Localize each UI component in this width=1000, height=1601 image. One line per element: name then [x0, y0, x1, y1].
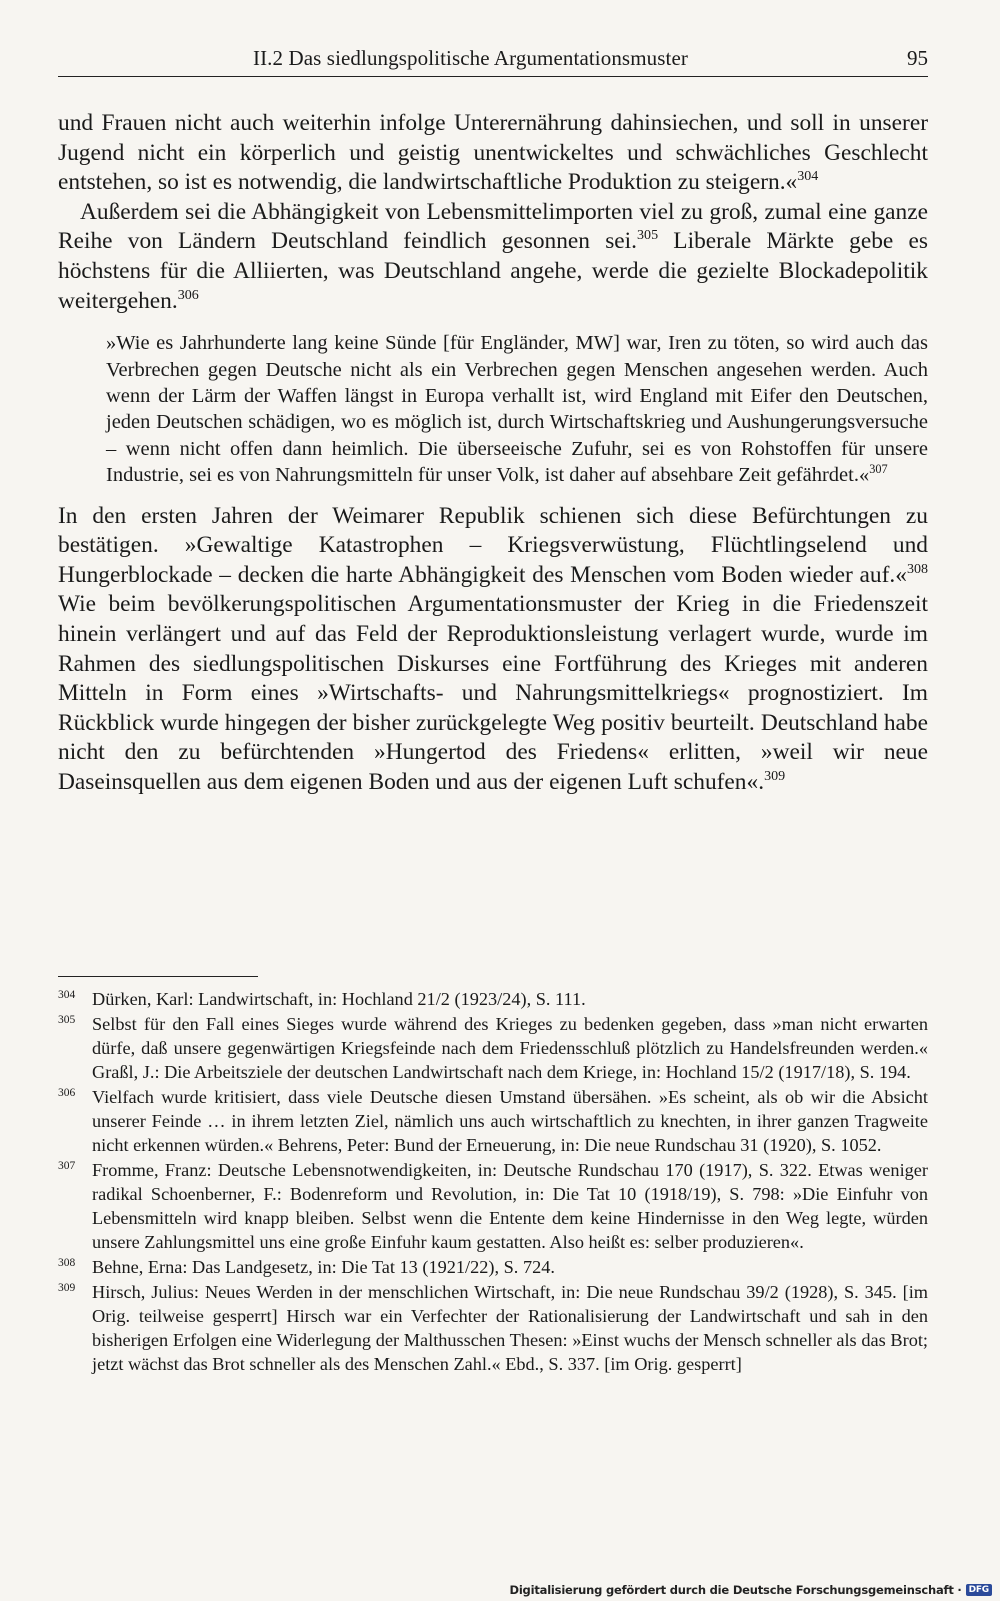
paragraph-1 [58, 109, 928, 198]
paragraph-3-text-b: Wie beim bevölkerungspolitischen Argumentationsmuster der Krieg in die Friedenszeit hinein verlängert und auf das Feld der Reproduktionsleistung verlagert wurde, wurde im Rahmen des siedlungspolitischen Diskurses eine Fortführung des Krieges mit anderen Mitteln in Form eines »Wirtschafts- und Nahrungsmittelkriegs« prognostiziert. Im Rückblick wurde hingegen der bisher zurückgelegte Weg positiv beurteilt. Deutschland habe nicht den zu befürchtenden »Hungertod des Friedens« erlitten, »weil wir neue Daseinsquellen aus dem eigenen Boden und aus der eigenen Luft schufen«. [58, 591, 928, 795]
footnotes [58, 987, 928, 1377]
footnote-number: 304 [58, 989, 76, 1001]
footnote-number: 306 [58, 1087, 76, 1099]
running-title: II.2 Das siedlungspolitische Argumentationsmuster [253, 46, 688, 70]
paragraph-2 [58, 198, 928, 316]
paragraph-3 [58, 502, 928, 798]
paragraph-2-text-a: Außerdem sei die Abhängigkeit von Lebensmittelimporten viel zu groß, zumal eine ganze Reihe von Ländern Deutschland feindlich gesonnen sei. [58, 198, 928, 255]
footnote-number: 307 [58, 1160, 76, 1172]
footnote-text: Selbst für den Fall eines Sieges wurde während des Krieges zu bedenken gegeben, dass »man nicht erwarten dürfe, daß unsere gegenwärtigen Kriegsfeinde nach dem Friedensschluß plötzlich zu Handelsfreunden werden.« Graßl, J.: Die Arbeitsziele der deutschen Landwirtschaft nach dem Kriege, in: Hochland 15/2 (1917/18), S. 194. [92, 1014, 928, 1082]
footnote-ref-309[interactable]: 309 [764, 768, 786, 785]
footnote-ref-304[interactable]: 304 [797, 168, 819, 185]
running-header [58, 46, 928, 77]
footnote-number: 309 [58, 1282, 76, 1294]
footnote-text: Behne, Erna: Das Landgesetz, in: Die Tat 13 (1921/22), S. 724. [92, 1257, 555, 1277]
footnote-divider [58, 976, 258, 977]
block-quote-text: »Wie es Jahrhunderte lang keine Sünde [für Engländer, MW] war, Iren zu töten, so wird auch das Verbrechen gegen Deutsche nicht als ein Verbrechen gegen Menschen angesehen werden. Auch wenn der Lärm der Waffen längst in Europa verhallt ist, wird England mit Eifer den Deutschen, jeden Deutschen schädigen, wo es möglich ist, durch Wirtschaftskrieg und Aushungerungsversuche – wenn nicht offen dann heimlich. Die überseeische Zufuhr, sei es von Rohstoffen für unsere Industrie, sei es von Nahrungsmitteln für unser Volk, ist daher auf absehbare Zeit gefährdet.« [106, 332, 928, 487]
dfg-logo: DFG [966, 1584, 992, 1596]
footnote-text: Fromme, Franz: Deutsche Lebensnotwendigkeiten, in: Deutsche Rundschau 170 (1917), S. 322. Etwas weniger radikal Schoenberner, F.: Bodenreform und Revolution, in: Die Tat 10 (1918/19), S. 798: »Die Einfuhr von Lebensmitteln wird knapp bleiben. Selbst wenn die Entente dem keine Hindernisse in den Weg legte, würden unsere Zahlungsmittel uns eine große Einfuhr kaum gestatten. Also heißt es: selber produzieren«. [92, 1160, 928, 1252]
footnote [58, 1085, 928, 1157]
block-quote [106, 330, 928, 488]
footnote-text: Dürken, Karl: Landwirtschaft, in: Hochland 21/2 (1923/24), S. 111. [92, 989, 586, 1009]
footnote-text: Vielfach wurde kritisiert, dass viele Deutsche diesen Umstand übersähen. »Es scheint, als ob wir die Absicht unserer Feinde … in ihrem letzten Ziel, nämlich uns auch wirtschaftlich zu knechten, in ihrer ganzen Tragweite nicht erkennen würden.« Behrens, Peter: Bund der Erneuerung, in: Die neue Rundschau 31 (1920), S. 1052. [92, 1087, 928, 1155]
footnote-ref-305[interactable]: 305 [637, 227, 659, 244]
paragraph-1-text: und Frauen nicht auch weiterhin infolge Unterernährung dahinsiechen, und soll in unserer Jugend nicht ein körperlich und geistig unentwickeltes und schwächliches Geschlecht entstehen, so ist es notwendig, die landwirtschaftliche Produktion zu steigern.« [58, 110, 928, 196]
footnote-number: 308 [58, 1257, 76, 1269]
footnote-number: 305 [58, 1014, 76, 1026]
digitization-credit [509, 1583, 992, 1597]
footnote [58, 1012, 928, 1084]
footnote [58, 987, 928, 1011]
footnote-ref-307[interactable]: 307 [869, 462, 888, 477]
footnote [58, 1280, 928, 1376]
footnote-text: Hirsch, Julius: Neues Werden in der menschlichen Wirtschaft, in: Die neue Rundschau 39/2 (1928), S. 345. [im Orig. teilweise gesperrt] Hirsch war ein Verfechter der Rationalisierung der Landwirtschaft und sah in den bisherigen Erfolgen eine Widerlegung der Malthusschen Thesen: »Einst wuchs der Mensch schneller als das Brot; jetzt wächst das Brot schneller als des Menschen Zahl.« Ebd., S. 337. [im Orig. gesperrt] [92, 1282, 928, 1374]
footnote [58, 1158, 928, 1254]
page-number: 95 [907, 46, 928, 70]
credit-text: Digitalisierung gefördert durch die Deutsche Forschungsgemeinschaft · [509, 1583, 962, 1597]
footnote-ref-308[interactable]: 308 [906, 560, 928, 577]
footnote [58, 1255, 928, 1279]
main-text [58, 109, 928, 798]
paragraph-3-text-a: In den ersten Jahren der Weimarer Republik schienen sich diese Befürchtungen zu bestätigen. »Gewaltige Katastrophen – Kriegsverwüstung, Flüchtlingselend und Hungerblockade – decken die harte Abhängigkeit des Menschen vom Boden wieder auf.« [58, 502, 928, 588]
footnote-ref-306[interactable]: 306 [177, 286, 199, 303]
paragraph-2-text-b: Liberale Märkte gebe es höchstens für die Alliierten, was Deutschland angehe, werde die gezielte Blockadepolitik weitergehen. [58, 228, 928, 314]
